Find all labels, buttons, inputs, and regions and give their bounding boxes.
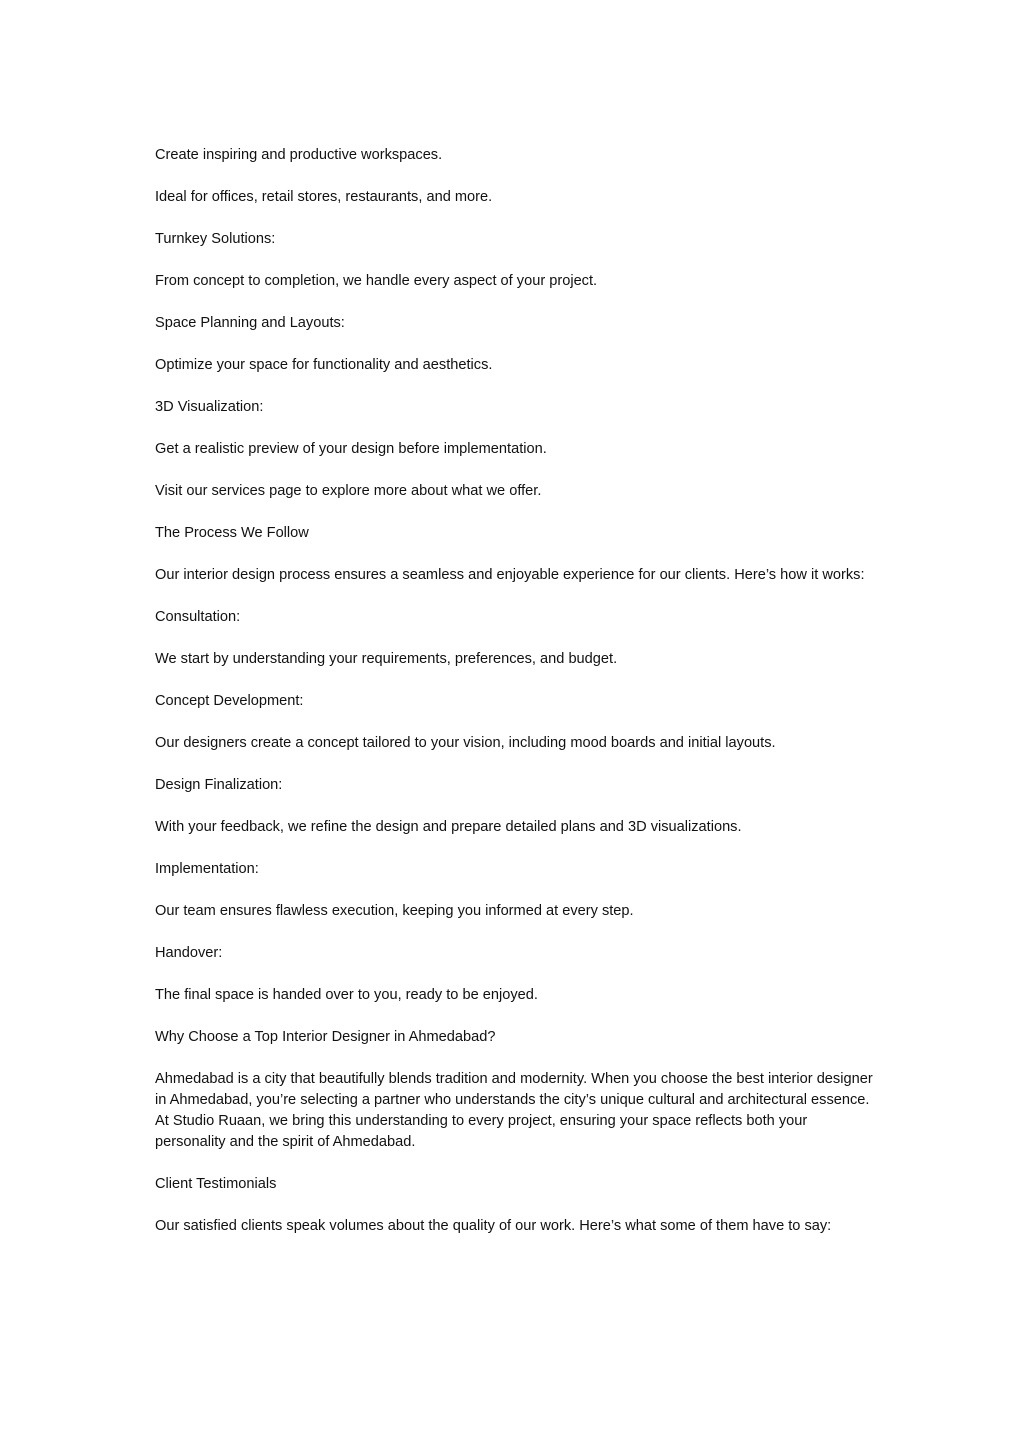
heading-why-choose: Why Choose a Top Interior Designer in Ahmedabad? [155,1029,496,1045]
heading-client-testimonials: Client Testimonials [155,1176,277,1192]
paragraph-process-intro: Our interior design process ensures a seamless and enjoyable experience for our clients. Here’s how it works: [155,567,865,583]
document-page [155,145,875,1258]
heading-process: The Process We Follow [155,525,309,541]
paragraph-ideal-for: Ideal for offices, retail stores, restaurants, and more. [155,189,493,205]
paragraph-implementation: Our team ensures flawless execution, keeping you informed at every step. [155,903,634,919]
heading-handover: Handover: [155,945,223,961]
heading-turnkey-solutions: Turnkey Solutions: [155,231,276,247]
paragraph-handover: The final space is handed over to you, ready to be enjoyed. [155,987,538,1003]
heading-implementation: Implementation: [155,861,259,877]
paragraph-consultation: We start by understanding your requirements, preferences, and budget. [155,651,618,667]
paragraph-services-page: Visit our services page to explore more about what we offer. [155,483,542,499]
paragraph-why-choose: Ahmedabad is a city that beautifully blends tradition and modernity. When you choose the best interior designer in Ahmedabad, you’re selecting a partner who understands the city’s unique cultural and architectural essence. At Studio Ruaan, we bring this understanding to every project, ensuring your space reflects both your personality and the spirit of Ahmedabad. [155,1071,873,1150]
paragraph-design-finalization: With your feedback, we refine the design and prepare detailed plans and 3D visualizations. [155,819,742,835]
heading-consultation: Consultation: [155,609,241,625]
paragraph-concept-development: Our designers create a concept tailored to your vision, including mood boards and initial layouts. [155,735,776,751]
heading-concept-development: Concept Development: [155,693,304,709]
heading-space-planning: Space Planning and Layouts: [155,315,345,331]
paragraph-3d-visualization: Get a realistic preview of your design before implementation. [155,441,547,457]
paragraph-space-planning: Optimize your space for functionality and aesthetics. [155,357,493,373]
heading-design-finalization: Design Finalization: [155,777,283,793]
paragraph-workspaces: Create inspiring and productive workspaces. [155,147,443,163]
paragraph-turnkey: From concept to completion, we handle every aspect of your project. [155,273,598,289]
heading-3d-visualization: 3D Visualization: [155,399,264,415]
paragraph-testimonials-intro: Our satisfied clients speak volumes about the quality of our work. Here’s what some of them have to say: [155,1218,832,1234]
